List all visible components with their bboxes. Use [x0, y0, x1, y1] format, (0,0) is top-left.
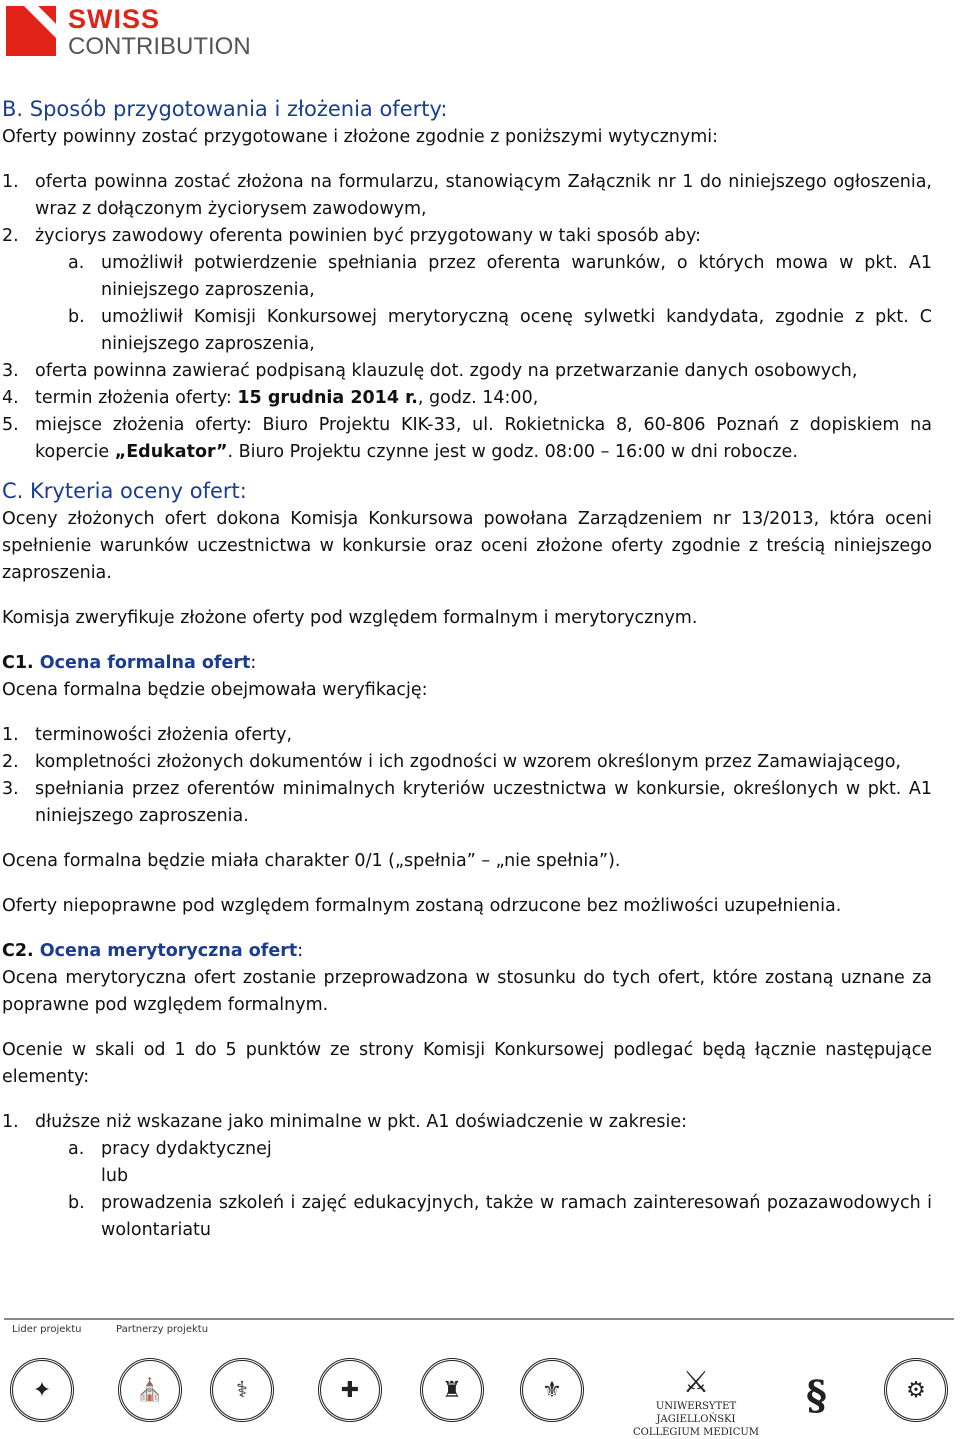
sum-logo-icon: §	[806, 1372, 827, 1419]
list-text: umożliwił Komisji Konkursowej merytoryczną ocenę sylwetki kandydata, zgodnie z pkt. C niniejszego zaproszenia,	[101, 307, 932, 354]
list-text: spełniania przez oferentów minimalnych kryteriów uczestnictwa w konkursie, określonych w pkt. A1 niniejszego zaproszenia.	[35, 779, 932, 826]
partners-label: Partnerzy projektu	[116, 1324, 209, 1335]
deadline-prefix: termin złożenia oferty:	[35, 388, 238, 408]
list-number: 1.	[2, 172, 19, 192]
or-text: lub	[101, 1166, 129, 1186]
list-text	[35, 412, 932, 466]
c1-paragraph: Ocena formalna będzie miała charakter 0/1 („spełnia” – „nie spełnia”).	[2, 851, 621, 871]
partner-seal-icon: ✚	[318, 1358, 382, 1422]
deadline-date: 15 grudnia 2014 r.	[237, 388, 418, 408]
list-letter: b.	[68, 307, 85, 327]
list-letter: a.	[68, 1139, 85, 1159]
partner-seal-icon: ⛪	[118, 1358, 182, 1422]
c1-title	[2, 650, 932, 677]
partner-seal-icon: ♜	[420, 1358, 484, 1422]
partner-seal-icon: ⚜	[520, 1358, 584, 1422]
ujcm-line2: COLLEGIUM MEDICUM	[632, 1427, 760, 1438]
c2-paragraph: Ocenie w skali od 1 do 5 punktów ze strony Komisji Konkursowej podlegać będą łącznie następujące elementy:	[2, 1040, 932, 1087]
section-c-title: C. Kryteria oceny ofert:	[2, 479, 247, 503]
footer-divider	[4, 1318, 954, 1320]
c2-colon: :	[297, 941, 304, 961]
list-number: 2.	[2, 226, 19, 246]
list-number: 1.	[2, 1112, 19, 1132]
list-item	[2, 223, 932, 250]
list-number: 1.	[2, 725, 19, 745]
c2-paragraph: Ocena merytoryczna ofert zostanie przeprowadzona w stosunku do tych ofert, które zostaną uznane za poprawne pod względem formalnym.	[2, 968, 932, 1015]
list-item	[2, 749, 932, 776]
list-item	[2, 776, 932, 830]
list-number: 5.	[2, 415, 19, 435]
list-letter: a.	[68, 253, 85, 273]
list-item	[68, 304, 932, 358]
list-text: dłuższe niż wskazane jako minimalne w pkt. A1 doświadczenie w zakresie:	[35, 1112, 687, 1132]
list-item	[68, 250, 932, 304]
leader-seal-icon: ✦	[10, 1358, 74, 1422]
deadline-suffix: , godz. 14:00,	[417, 388, 539, 408]
list-number: 2.	[2, 752, 19, 772]
place-prefix: miejsce złożenia oferty: Biuro Projektu KIK-33, ul. Rokietnicka 8, 60-806 Poznań z dopiskiem na kopercie	[35, 415, 932, 462]
list-item	[2, 385, 932, 412]
leader-label: Lider projektu	[12, 1324, 82, 1335]
list-text: oferta powinna zawierać podpisaną klauzulę dot. zgody na przetwarzanie danych osobowych,	[35, 361, 858, 381]
c1-colon: :	[250, 653, 257, 673]
section-b-intro: Oferty powinny zostać przygotowane i złożone zgodnie z poniższymi wytycznymi:	[2, 127, 719, 147]
logo-brand: SWISS	[68, 4, 161, 34]
c2-number: C2.	[2, 941, 34, 961]
section-c-paragraph: Oceny złożonych ofert dokona Komisja Konkursowa powołana Zarządzeniem nr 13/2013, która oceni spełnienie warunków uczestnictwa w konkursie oraz oceni złożone oferty zgodnie z treścią niniejszego zaproszenia.	[2, 509, 932, 583]
partner-footer	[0, 1318, 960, 1436]
c1-paragraph: Oferty niepoprawne pod względem formalnym zostaną odrzucone bez możliwości uzupełnienia.	[2, 896, 842, 916]
list-text: oferta powinna zostać złożona na formularzu, stanowiącym Załącznik nr 1 do niniejszego ogłoszenia, wraz z dołączonym życiorysem zawodowym,	[35, 172, 932, 219]
list-item	[2, 1109, 932, 1136]
logo-subtitle: CONTRIBUTION	[68, 33, 251, 60]
list-text	[35, 385, 932, 412]
list-item	[2, 412, 932, 466]
list-text: umożliwił potwierdzenie spełniania przez oferenta warunków, o których mowa w pkt. A1 niniejszego zaproszenia,	[101, 253, 932, 300]
list-text: pracy dydaktycznej	[101, 1139, 272, 1159]
partner-seal-icon: ⚙	[884, 1358, 948, 1422]
partner-seal-icon: ⚕	[210, 1358, 274, 1422]
list-letter: b.	[68, 1193, 85, 1213]
list-item	[2, 169, 932, 223]
list-text: życiorys zawodowy oferenta powinien być przygotowany w taki sposób aby:	[35, 226, 701, 246]
c2-title	[2, 938, 932, 965]
ujcm-crest-icon: ⚔	[682, 1365, 710, 1400]
swiss-contribution-logo	[6, 6, 266, 58]
list-item	[68, 1136, 932, 1163]
list-item	[2, 722, 932, 749]
envelope-label: „Edukator”	[114, 442, 228, 462]
ujcm-line1: UNIWERSYTET JAGIELLOŃSKI	[655, 1401, 737, 1425]
list-number: 3.	[2, 779, 19, 799]
list-text: terminowości złożenia oferty,	[35, 725, 293, 745]
list-number: 4.	[2, 388, 19, 408]
c1-heading: Ocena formalna ofert	[33, 653, 251, 673]
list-text: prowadzenia szkoleń i zajęć edukacyjnych, także w ramach zainteresowań pozazawodowych i wolontariatu	[101, 1193, 932, 1240]
c2-heading: Ocena merytoryczna ofert	[33, 941, 298, 961]
c1-number: C1.	[2, 653, 34, 673]
list-text: kompletności złożonych dokumentów i ich zgodności w wzorem określonym przez Zamawiającego,	[35, 752, 901, 772]
place-suffix: . Biuro Projektu czynne jest w godz. 08:00 – 16:00 w dni robocze.	[227, 442, 798, 462]
document-body	[2, 94, 932, 1244]
section-c-paragraph: Komisja zweryfikuje złożone oferty pod względem formalnym i merytorycznym.	[2, 608, 698, 628]
ujcm-logo	[616, 1365, 776, 1438]
list-item	[2, 358, 932, 385]
section-b-title: B. Sposób przygotowania i złożenia oferty:	[2, 97, 448, 121]
c1-intro: Ocena formalna będzie obejmowała weryfikację:	[2, 680, 428, 700]
logo-mark-icon	[6, 6, 56, 56]
list-number: 3.	[2, 361, 19, 381]
list-item	[68, 1190, 932, 1244]
